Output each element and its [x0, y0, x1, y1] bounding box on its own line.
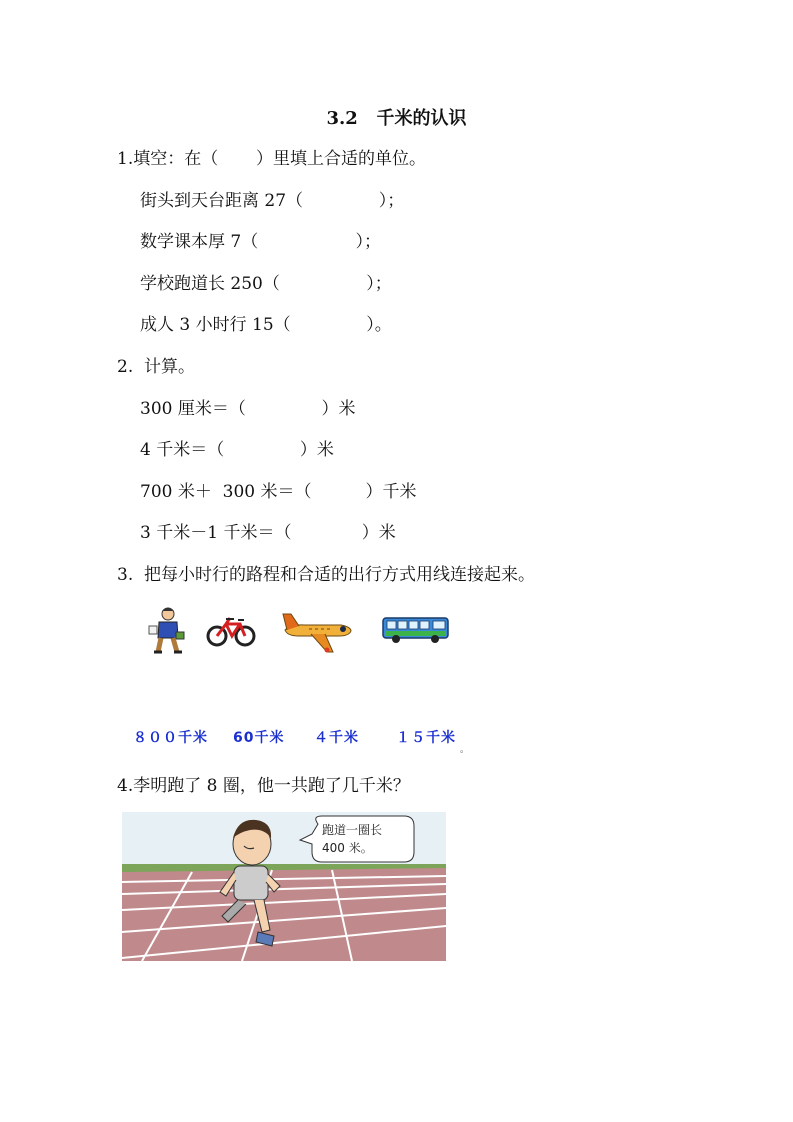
bus-icon: [381, 615, 451, 645]
q3-header: 3. 把每小时行的路程和合适的出行方式用线连接起来。: [117, 565, 536, 585]
q2-header: 2. 计算。: [117, 357, 196, 377]
q1-item: 学校跑道长 250（ ）；: [140, 274, 392, 294]
trailing-mark: 。: [460, 745, 470, 755]
distance-option: 60千米: [233, 730, 285, 746]
q1-item: 街头到天台距离 27（ ）；: [140, 191, 405, 211]
speech-bubble-line: 400 米。: [322, 841, 373, 855]
q1-item: 数学课本厚 7（ ）；: [140, 232, 381, 252]
distance-option: １５千米: [396, 730, 456, 746]
distance-option: ８００千米: [133, 730, 208, 746]
q1-header: 1.填空：在（ ）里填上合适的单位。: [117, 149, 427, 169]
q2-item: 300 厘米＝（ ）米: [140, 399, 356, 419]
airplane-icon: [281, 610, 353, 654]
q2-item: 3 千米－1 千米＝（ ）米: [140, 523, 396, 543]
q1-item: 成人 3 小时行 15（ ）。: [140, 315, 392, 335]
bicycle-icon: [206, 614, 256, 648]
q2-item: 4 千米＝（ ）米: [140, 440, 334, 460]
speech-bubble-line: 跑道一圈长: [322, 823, 383, 837]
q4-header: 4.李明跑了 8 圈，他一共跑了几千米？: [117, 776, 410, 796]
page-title: 3.2 千米的认识: [326, 108, 467, 129]
distance-option: ４千米: [314, 730, 359, 746]
running-track-illustration: [122, 812, 446, 961]
q2-item: 700 米＋ 300 米＝（ ）千米: [140, 482, 417, 502]
walking-person-icon: [146, 606, 188, 654]
